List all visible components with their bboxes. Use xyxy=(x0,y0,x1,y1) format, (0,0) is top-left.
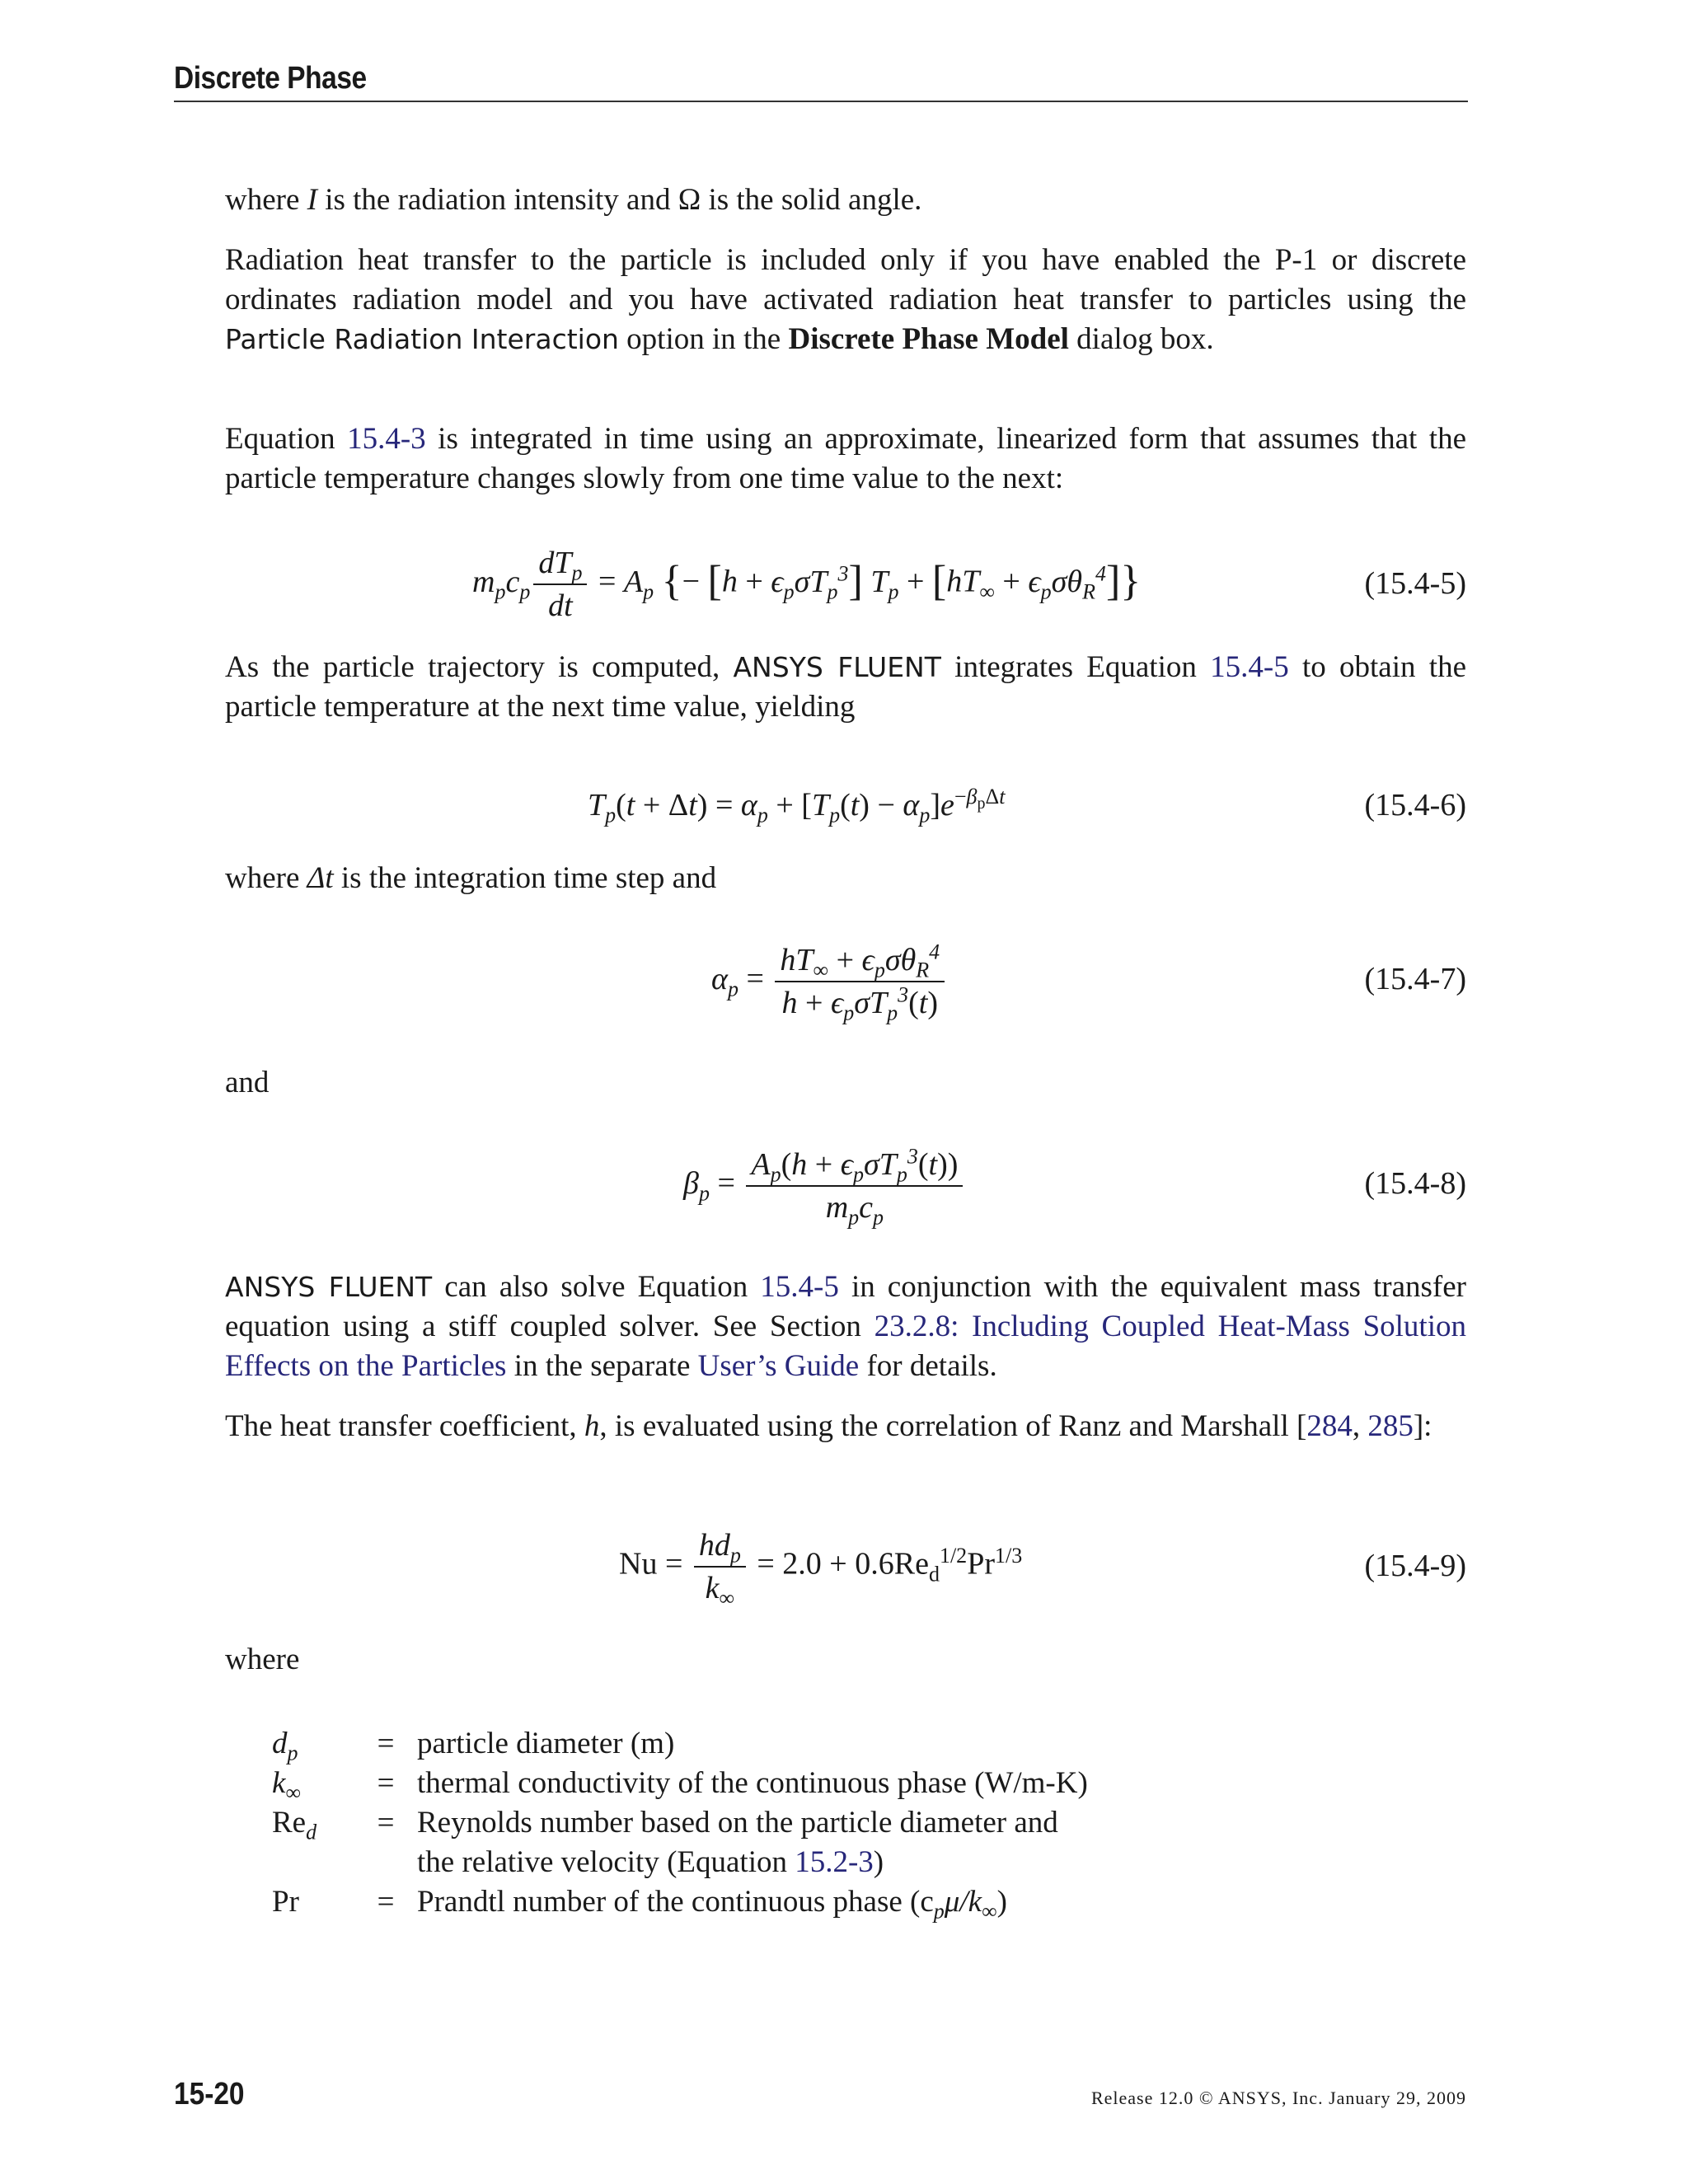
text: Prandtl number of the continuous phase (c xyxy=(417,1885,934,1919)
text: where xyxy=(225,1643,300,1676)
equation-number: (15.4-6) xyxy=(1364,788,1466,823)
symbol-row xyxy=(272,1882,1324,1922)
description-line: Reynolds number based on the particle diameter and xyxy=(417,1806,1058,1840)
symbol-I: I xyxy=(307,183,317,217)
paragraph-radiation-intensity xyxy=(225,180,1466,220)
text: Equation xyxy=(225,422,348,456)
text: ) xyxy=(873,1845,884,1879)
citation-link[interactable]: 284 xyxy=(1306,1409,1353,1443)
page-number: 15-20 xyxy=(174,2077,245,2111)
paragraph-where xyxy=(225,1640,1466,1680)
text: p xyxy=(933,1899,945,1924)
text: μ/k xyxy=(944,1885,982,1919)
equation-number: (15.4-7) xyxy=(1364,962,1466,996)
symbol-subscript: ∞ xyxy=(285,1780,301,1805)
equation-15-4-9: Nu = $\frac{hd_p}{k_\infty}$ = $2.0 + 0.6Re_d^{1/2}Pr^{1/3}$ (15.4-9) xyxy=(619,1528,1466,1610)
text: for details. xyxy=(859,1349,997,1383)
equation-15-4-6: $T_p(t + \Delta t) = \alpha_p + [T_p(t) - \alpha_p]e^{-\beta_p\Delta t}$ (15.4-6) xyxy=(588,785,1466,827)
paragraph-trajectory xyxy=(225,648,1466,727)
equation-link[interactable]: 15.4-3 xyxy=(347,422,426,456)
text: ∞ xyxy=(982,1899,997,1924)
text: is the integration time step and xyxy=(333,861,717,895)
symbol-description xyxy=(417,1803,1324,1882)
ui-option-name: Particle Radiation Interaction xyxy=(225,323,619,355)
citation-link[interactable]: 285 xyxy=(1367,1409,1414,1443)
dialog-name: Discrete Phase Model xyxy=(788,322,1069,356)
text: option in the xyxy=(618,322,789,356)
text: can also solve Equation xyxy=(432,1270,761,1304)
paragraph-time-step xyxy=(225,859,1466,898)
symbol: Re xyxy=(272,1806,307,1840)
running-header: Discrete Phase xyxy=(174,61,367,96)
symbol-definitions xyxy=(272,1724,1324,1922)
symbol-row xyxy=(272,1724,1324,1764)
equals-sign: = xyxy=(377,1885,395,1919)
equals-sign: = xyxy=(377,1727,395,1760)
users-guide-link[interactable]: User’s Guide xyxy=(697,1349,860,1383)
text: ]: xyxy=(1413,1409,1432,1443)
paragraph-integration xyxy=(225,419,1466,499)
symbol-description xyxy=(417,1882,1324,1922)
text: Radiation heat transfer to the particle is included only if you have enabled the P-1 or discrete ordinates radiation model and you have activated radiation heat transfer to particles using the xyxy=(225,243,1466,316)
text: is integrated in time using an approximate, linearized form that assumes that the particle temperature changes slowly from one time value to the next: xyxy=(225,422,1466,495)
equation-number: (15.4-9) xyxy=(1364,1549,1466,1583)
description-line xyxy=(417,1843,1324,1882)
symbol: Pr xyxy=(272,1885,299,1919)
section-link[interactable]: 23.2.8: Including Coupled Heat-Mass Solution Effects on the Particles xyxy=(225,1310,1466,1383)
text: is the radiation intensity and Ω is the solid angle. xyxy=(316,183,922,217)
text: in the separate xyxy=(506,1349,698,1383)
equation-15-4-5: $m_pc_p$ $\frac{dT_p}{dt}$ = $A_p$ {− $[h + \epsilon_p\sigma T_p^3]$ $T_p + [hT_\infty + \epsilon_p\sigma\theta_R^4]$} (15.4-5) xyxy=(472,546,1466,623)
equation-link[interactable]: 15.4-5 xyxy=(1210,650,1289,684)
text: the relative velocity (Equation xyxy=(417,1845,795,1879)
text: , xyxy=(1352,1409,1368,1443)
text: ) xyxy=(996,1885,1007,1919)
symbol: d xyxy=(272,1727,288,1760)
equation-number: (15.4-5) xyxy=(1364,566,1466,601)
paragraph-and xyxy=(225,1063,1466,1103)
symbol-subscript: p xyxy=(287,1741,298,1765)
equation-link[interactable]: 15.4-5 xyxy=(760,1270,839,1304)
equation-15-4-8: $\beta_p$ = $\frac{A_p(h + \epsilon_p\sigma T_p^3(t))}{m_pc_p}$ (15.4-8) xyxy=(683,1144,1466,1230)
paragraph-heat-transfer-coefficient xyxy=(225,1407,1466,1446)
text: and xyxy=(225,1066,270,1099)
release-note: Release 12.0 © ANSYS, Inc. January 29, 2009 xyxy=(1090,2088,1466,2108)
text: to obtain the particle temperature at the next time value, yielding xyxy=(225,650,1466,724)
paragraph-coupled-solver xyxy=(225,1268,1466,1386)
text: As the particle trajectory is computed, xyxy=(225,650,734,684)
symbol-h: h xyxy=(584,1409,600,1443)
text: dialog box. xyxy=(1068,322,1214,356)
equation-number: (15.4-8) xyxy=(1364,1166,1466,1201)
symbol-row xyxy=(272,1803,1324,1882)
equals-sign: = xyxy=(377,1766,395,1800)
product-name: ANSYS FLUENT xyxy=(733,651,941,683)
paragraph-radiation-heat-transfer xyxy=(225,241,1466,359)
text: integrates Equation xyxy=(940,650,1211,684)
text: in conjunction with the equivalent mass transfer equation using a stiff coupled solver. See Section xyxy=(225,1270,1466,1343)
equals-sign: = xyxy=(377,1806,395,1840)
symbol-subscript: d xyxy=(306,1820,317,1844)
text: The heat transfer coefficient, xyxy=(225,1409,584,1443)
text: , is evaluated using the correlation of Ranz and Marshall [ xyxy=(599,1409,1307,1443)
product-name: ANSYS FLUENT xyxy=(225,1271,433,1303)
equation-link[interactable]: 15.2-3 xyxy=(795,1845,874,1879)
text: where xyxy=(225,183,307,217)
symbol: k xyxy=(272,1766,286,1800)
symbol-description: thermal conductivity of the continuous phase (W/m-K) xyxy=(417,1766,1088,1800)
symbol-description: particle diameter (m) xyxy=(417,1727,675,1760)
text: where xyxy=(225,861,307,895)
symbol-row xyxy=(272,1764,1324,1803)
symbol-delta-t: Δt xyxy=(307,861,334,895)
equation-15-4-7: $\alpha_p$ = $\frac{hT_\infty + \epsilon_p\sigma\theta_R^4}{h + \epsilon_p\sigma T_p^3(t)}$ (15.4-7) xyxy=(711,940,1466,1025)
header-rule xyxy=(174,101,1468,102)
